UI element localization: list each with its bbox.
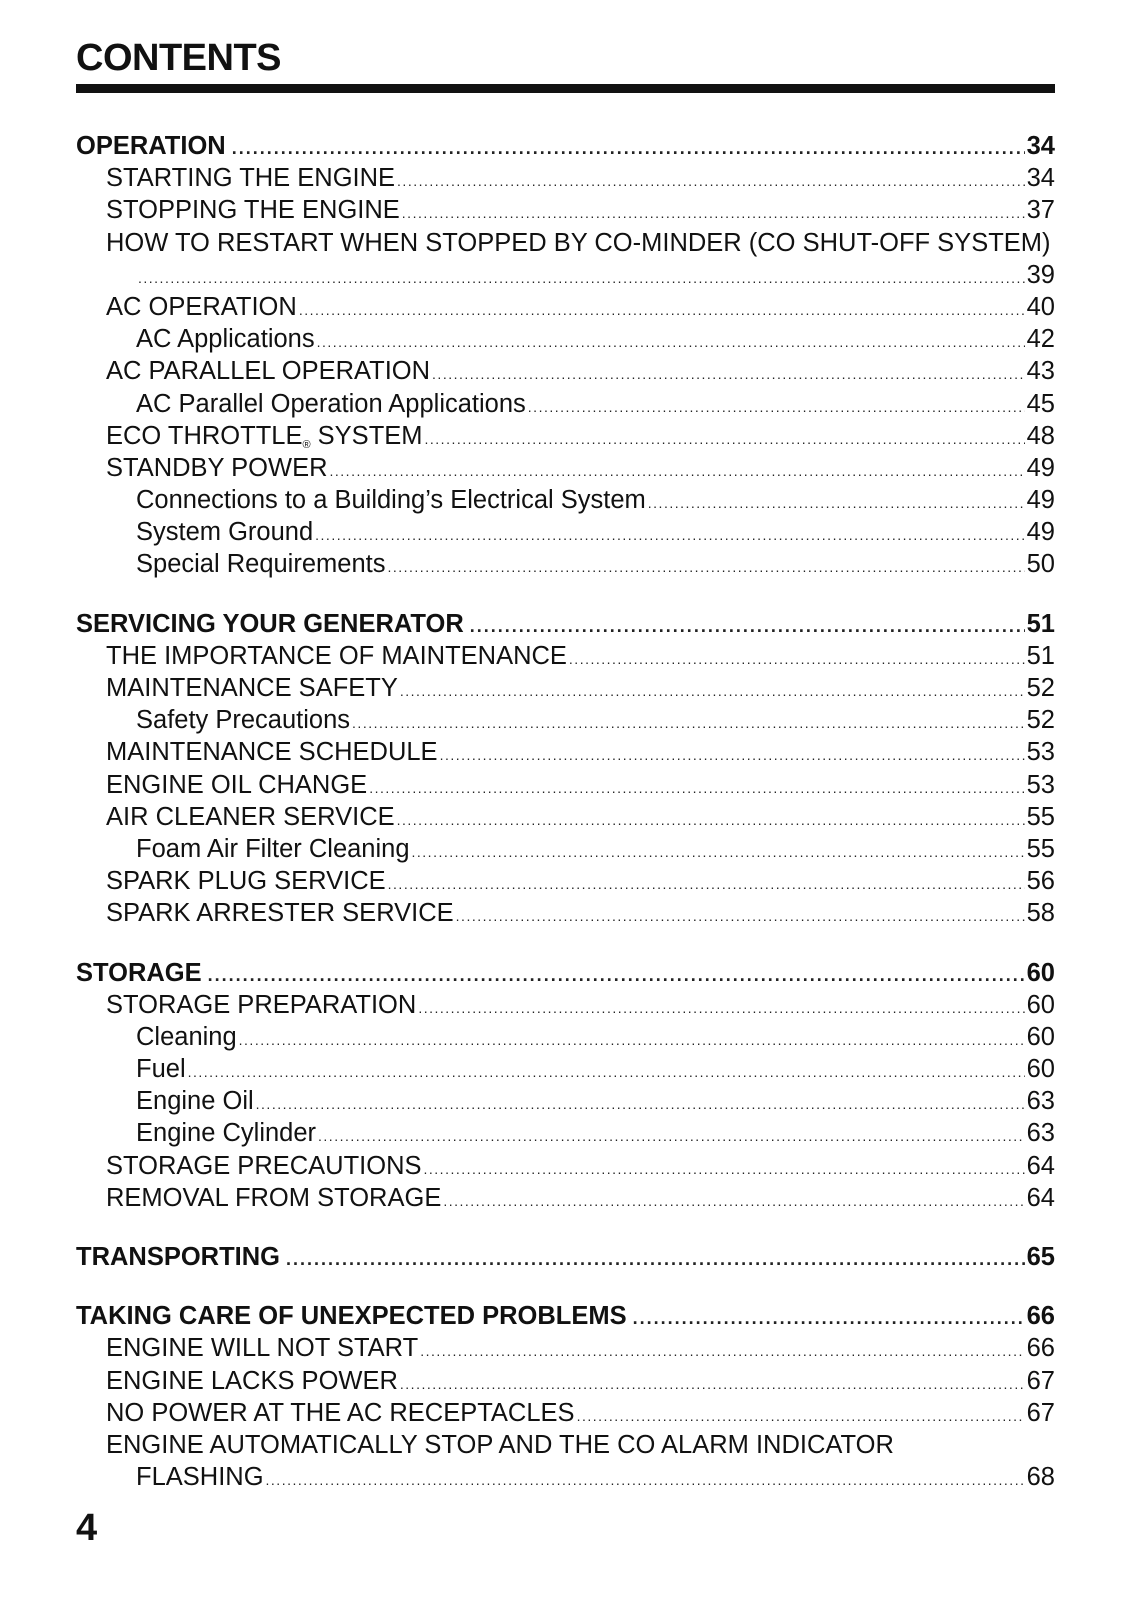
toc-section-heading[interactable] <box>76 1300 1055 1332</box>
dot-leader <box>443 1185 1024 1217</box>
toc-entry[interactable] <box>76 865 1055 897</box>
toc-entry-page: 64 <box>1026 1151 1055 1180</box>
dot-leader <box>440 739 1025 771</box>
toc-entry-label-suffix: SYSTEM <box>310 421 423 450</box>
toc-entry-page: 55 <box>1026 802 1055 831</box>
toc-section-heading[interactable] <box>76 1241 1055 1273</box>
dot-leader <box>425 423 1025 455</box>
toc-entry[interactable] <box>76 1332 1055 1364</box>
toc-entry[interactable] <box>76 1053 1055 1085</box>
toc-entry-page: 63 <box>1026 1119 1055 1148</box>
toc-entry-page: 42 <box>1026 325 1055 354</box>
section-heading-label: TAKING CARE OF UNEXPECTED PROBLEMS <box>76 1302 627 1331</box>
toc-entry[interactable] <box>76 801 1055 833</box>
toc-entry[interactable] <box>76 194 1055 226</box>
toc-entry-page: 60 <box>1026 1022 1055 1051</box>
toc-entry-page: 49 <box>1026 453 1055 482</box>
dot-leader <box>256 1088 1025 1120</box>
toc-section <box>76 1241 1055 1273</box>
toc-entry-page: 40 <box>1026 292 1055 321</box>
toc-section <box>76 957 1055 1215</box>
dot-leader <box>317 326 1025 358</box>
dot-leader <box>400 675 1025 707</box>
toc-entry-page: 49 <box>1026 518 1055 547</box>
toc-entry-label: SPARK ARRESTER SERVICE <box>106 899 454 928</box>
registered-mark: ® <box>302 438 311 451</box>
toc-section <box>76 1300 1055 1493</box>
toc-section <box>76 130 1055 581</box>
toc-entry[interactable] <box>76 388 1055 420</box>
toc-entry-label: HOW TO RESTART WHEN STOPPED BY CO-MINDER (CO SHUT-OFF SYSTEM) <box>106 228 1051 257</box>
section-heading-label: SERVICING YOUR GENERATOR <box>76 609 464 638</box>
toc-entry[interactable] <box>76 452 1055 484</box>
toc-entry-page: 56 <box>1026 867 1055 896</box>
toc-entry[interactable] <box>76 1117 1055 1149</box>
toc-entry[interactable] <box>76 1150 1055 1182</box>
toc-entry-page: 34 <box>1026 164 1055 193</box>
dot-leader <box>352 707 1025 739</box>
dot-leader <box>369 772 1024 804</box>
dot-leader <box>299 294 1025 326</box>
dot-leader <box>397 165 1025 197</box>
toc-entry[interactable] <box>76 704 1055 736</box>
toc-entry-label: AIR CLEANER SERVICE <box>106 802 395 831</box>
toc-entry[interactable] <box>76 1365 1055 1397</box>
toc-entry-label: ECO THROTTLE <box>106 421 303 450</box>
dot-leader <box>239 1024 1025 1056</box>
section-heading-page: 60 <box>1026 958 1055 987</box>
toc-entry-page: 67 <box>1026 1366 1055 1395</box>
toc-entry-page: 37 <box>1026 196 1055 225</box>
dot-leader <box>266 1464 1025 1496</box>
dot-leader <box>633 1302 1025 1334</box>
section-heading-label: TRANSPORTING <box>76 1243 280 1271</box>
toc-entry-label: Engine Oil <box>136 1087 254 1116</box>
toc-entry[interactable] <box>76 833 1055 865</box>
toc-section-heading[interactable] <box>76 130 1055 162</box>
toc-section <box>76 608 1055 930</box>
toc-entry-label: AC PARALLEL OPERATION <box>106 357 431 386</box>
section-heading-page: 34 <box>1026 132 1055 160</box>
toc-entry-label: THE IMPORTANCE OF MAINTENANCE <box>106 641 567 670</box>
dot-leader <box>315 519 1024 551</box>
toc-entry[interactable] <box>76 1397 1055 1429</box>
toc-entry-page: 51 <box>1026 641 1055 670</box>
toc-entry[interactable] <box>76 355 1055 387</box>
toc-entry-label: Foam Air Filter Cleaning <box>136 834 410 863</box>
dot-leader <box>387 551 1024 583</box>
toc-entry-label: STORAGE PRECAUTIONS <box>106 1151 422 1180</box>
dot-leader <box>400 1368 1025 1400</box>
toc-entry-label: System Ground <box>136 518 314 547</box>
toc-entry-page: 64 <box>1026 1183 1055 1212</box>
toc-entry-label: Safety Precautions <box>136 706 351 735</box>
toc-entry[interactable] <box>76 1429 1055 1461</box>
toc-entry[interactable] <box>76 323 1055 355</box>
toc-entry-label: Special Requirements <box>136 550 386 579</box>
toc-entry[interactable] <box>76 227 1055 259</box>
toc-entry-page: 53 <box>1026 738 1055 767</box>
page-title: CONTENTS <box>76 37 281 79</box>
toc-entry-label: ENGINE OIL CHANGE <box>106 770 368 799</box>
dot-leader <box>424 1153 1025 1185</box>
dot-leader <box>388 868 1025 900</box>
section-heading-page: 65 <box>1026 1243 1055 1271</box>
toc-entry[interactable] <box>76 1085 1055 1117</box>
toc-entry[interactable] <box>76 736 1055 768</box>
dot-leader <box>569 643 1025 675</box>
toc-entry[interactable] <box>76 640 1055 672</box>
toc-entry[interactable] <box>76 897 1055 929</box>
toc-entry-page: 63 <box>1026 1087 1055 1116</box>
toc-entry[interactable] <box>76 291 1055 323</box>
toc-entry-page: 52 <box>1026 706 1055 735</box>
toc-entry-label: AC Parallel Operation Applications <box>136 389 526 418</box>
dot-leader <box>420 1335 1024 1367</box>
dot-leader <box>232 132 1025 164</box>
toc-entry-label: ENGINE WILL NOT START <box>106 1334 419 1363</box>
toc-entry-label: Cleaning <box>136 1022 237 1051</box>
dot-leader <box>188 1056 1025 1088</box>
toc-entry-page: 48 <box>1026 421 1055 450</box>
dot-leader <box>432 358 1025 390</box>
dot-leader <box>318 1120 1025 1152</box>
toc-entry-page: 43 <box>1026 357 1055 386</box>
toc-entry-label: Connections to a Building’s Electrical System <box>136 486 646 515</box>
toc-entry[interactable] <box>76 484 1055 516</box>
toc-entry-continuation[interactable] <box>76 1461 1055 1493</box>
toc-entry-page: 60 <box>1026 1055 1055 1084</box>
toc-entry-label: STORAGE PREPARATION <box>106 990 417 1019</box>
toc-entry[interactable] <box>76 769 1055 801</box>
dot-leader <box>402 197 1025 229</box>
toc-entry-page: 50 <box>1026 550 1055 579</box>
toc-entry-page: 49 <box>1026 486 1055 515</box>
toc-entry-label: MAINTENANCE SCHEDULE <box>106 738 438 767</box>
section-heading-label: STORAGE <box>76 958 202 987</box>
dot-leader <box>648 487 1025 519</box>
toc-entry[interactable] <box>76 162 1055 194</box>
toc-entry-label: STANDBY POWER <box>106 453 328 482</box>
toc-entry[interactable] <box>76 420 1055 452</box>
toc-entry-continuation-label: FLASHING <box>136 1463 264 1492</box>
dot-leader <box>330 455 1025 487</box>
title-rule <box>76 84 1055 93</box>
toc-entry-label: AC Applications <box>136 325 315 354</box>
toc-entry[interactable] <box>76 1021 1055 1053</box>
section-heading-page: 66 <box>1026 1302 1055 1331</box>
dot-leader <box>528 391 1025 423</box>
toc-entry-label: Engine Cylinder <box>136 1119 317 1148</box>
toc-entry-page: 60 <box>1026 990 1055 1019</box>
toc-entry-label: AC OPERATION <box>106 292 297 321</box>
toc-entry-label: STARTING THE ENGINE <box>106 164 396 193</box>
dot-leader <box>412 836 1025 868</box>
dot-leader <box>418 992 1024 1024</box>
section-heading-label: OPERATION <box>76 132 226 160</box>
toc-entry-label: ENGINE AUTOMATICALLY STOP AND THE CO ALARM INDICATOR <box>106 1430 894 1459</box>
toc-entry-page: 52 <box>1026 674 1055 702</box>
toc-entry-label: STOPPING THE ENGINE <box>106 196 400 225</box>
toc-entry[interactable] <box>76 672 1055 704</box>
toc-entry[interactable] <box>76 516 1055 548</box>
toc-entry-label: ENGINE LACKS POWER <box>106 1366 398 1395</box>
toc-entry-page: 55 <box>1026 834 1055 863</box>
toc-section-heading[interactable] <box>76 957 1055 989</box>
toc-entry-label: MAINTENANCE SAFETY <box>106 674 398 702</box>
toc-entry[interactable] <box>76 1182 1055 1214</box>
toc-entry-label: REMOVAL FROM STORAGE <box>106 1183 442 1212</box>
table-of-contents <box>76 130 1055 1520</box>
toc-entry-label: SPARK PLUG SERVICE <box>106 867 386 896</box>
toc-entry-page: 58 <box>1026 899 1055 928</box>
dot-leader <box>208 959 1025 991</box>
dot-leader <box>286 1243 1025 1275</box>
toc-entry-label: NO POWER AT THE AC RECEPTACLES <box>106 1398 575 1427</box>
section-heading-page: 51 <box>1026 609 1055 638</box>
toc-entry-page: 53 <box>1026 770 1055 799</box>
toc-entry-page: 67 <box>1026 1398 1055 1427</box>
toc-entry-continuation[interactable] <box>76 259 1055 291</box>
toc-entry[interactable] <box>76 989 1055 1021</box>
toc-entry-label: Fuel <box>136 1055 186 1084</box>
toc-entry[interactable] <box>76 548 1055 580</box>
toc-entry-page: 45 <box>1026 389 1055 418</box>
dot-leader <box>470 610 1025 642</box>
toc-entry-page: 68 <box>1026 1463 1055 1492</box>
toc-entry-page: 66 <box>1026 1334 1055 1363</box>
dot-leader <box>456 900 1025 932</box>
toc-entry-page: 39 <box>1026 260 1055 289</box>
dot-leader <box>397 804 1025 836</box>
dot-leader <box>138 262 1025 294</box>
page-number: 4 <box>76 1507 98 1549</box>
toc-section-heading[interactable] <box>76 608 1055 640</box>
dot-leader <box>577 1400 1025 1432</box>
